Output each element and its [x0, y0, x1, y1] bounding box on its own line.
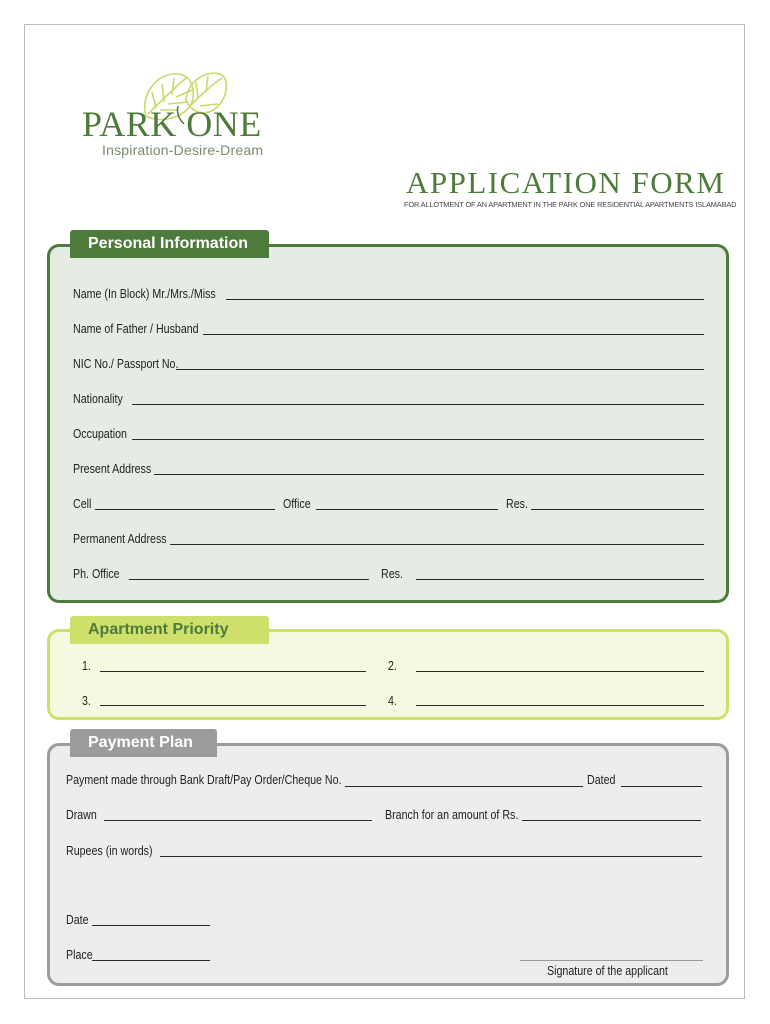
dated-field[interactable] — [621, 786, 702, 787]
present-address-label: Present Address — [73, 461, 152, 476]
cell-label: Cell — [73, 496, 92, 511]
amount-field[interactable] — [522, 820, 701, 821]
res-label: Res. — [506, 496, 528, 511]
priority-label-1: 1. — [82, 658, 91, 673]
form-subtitle: FOR ALLOTMENT OF AN APARTMENT IN THE PARK ONE RESIDENTIAL APARTMENTS ISLAMABAD — [404, 200, 737, 209]
place-field[interactable] — [92, 960, 210, 961]
payment-plan-header: Payment Plan — [70, 729, 217, 757]
branch-label: Branch for an amount of Rs. — [385, 807, 519, 822]
priority-field-1[interactable] — [100, 671, 366, 672]
ph-res-field[interactable] — [416, 579, 704, 580]
date-label: Date — [66, 912, 89, 927]
brand-tagline: Inspiration-Desire-Dream — [102, 142, 264, 158]
priority-label-2: 2. — [388, 658, 397, 673]
signature-line[interactable] — [520, 960, 703, 961]
priority-field-3[interactable] — [100, 705, 366, 706]
name-field[interactable] — [226, 299, 704, 300]
signature-label: Signature of the applicant — [547, 963, 668, 978]
drawn-label: Drawn — [66, 807, 97, 822]
father-field[interactable] — [203, 334, 704, 335]
priority-field-2[interactable] — [416, 671, 704, 672]
nationality-label: Nationality — [73, 391, 123, 406]
permanent-address-label: Permanent Address — [73, 531, 167, 546]
priority-field-4[interactable] — [416, 705, 704, 706]
nationality-field[interactable] — [132, 404, 704, 405]
ph-res-label: Res. — [381, 566, 403, 581]
form-title: APPLICATION FORM — [406, 165, 726, 200]
place-label: Place — [66, 947, 93, 962]
apartment-priority-header: Apartment Priority — [70, 616, 269, 644]
office-field[interactable] — [316, 509, 498, 510]
present-address-field[interactable] — [154, 474, 704, 475]
res-field[interactable] — [531, 509, 704, 510]
ph-office-field[interactable] — [129, 579, 369, 580]
priority-label-4: 4. — [388, 693, 397, 708]
name-label: Name (In Block) Mr./Mrs./Miss — [73, 286, 216, 301]
cell-field[interactable] — [95, 509, 275, 510]
date-field[interactable] — [92, 925, 210, 926]
payment-made-label: Payment made through Bank Draft/Pay Order/Cheque No. — [66, 772, 342, 787]
drawn-field[interactable] — [104, 820, 372, 821]
permanent-address-field[interactable] — [170, 544, 704, 545]
father-label: Name of Father / Husband — [73, 321, 199, 336]
cheque-number-field[interactable] — [345, 786, 583, 787]
office-label: Office — [283, 496, 311, 511]
occupation-label: Occupation — [73, 426, 127, 441]
brand-name: PARK ONE — [82, 104, 262, 144]
personal-info-header: Personal Information — [70, 230, 269, 258]
dated-label: Dated — [587, 772, 616, 787]
priority-label-3: 3. — [82, 693, 91, 708]
rupees-field[interactable] — [160, 856, 702, 857]
nic-field[interactable] — [176, 369, 704, 370]
nic-label: NIC No./ Passport No. — [73, 356, 179, 371]
ph-office-label: Ph. Office — [73, 566, 120, 581]
rupees-label: Rupees (in words) — [66, 843, 153, 858]
occupation-field[interactable] — [132, 439, 704, 440]
